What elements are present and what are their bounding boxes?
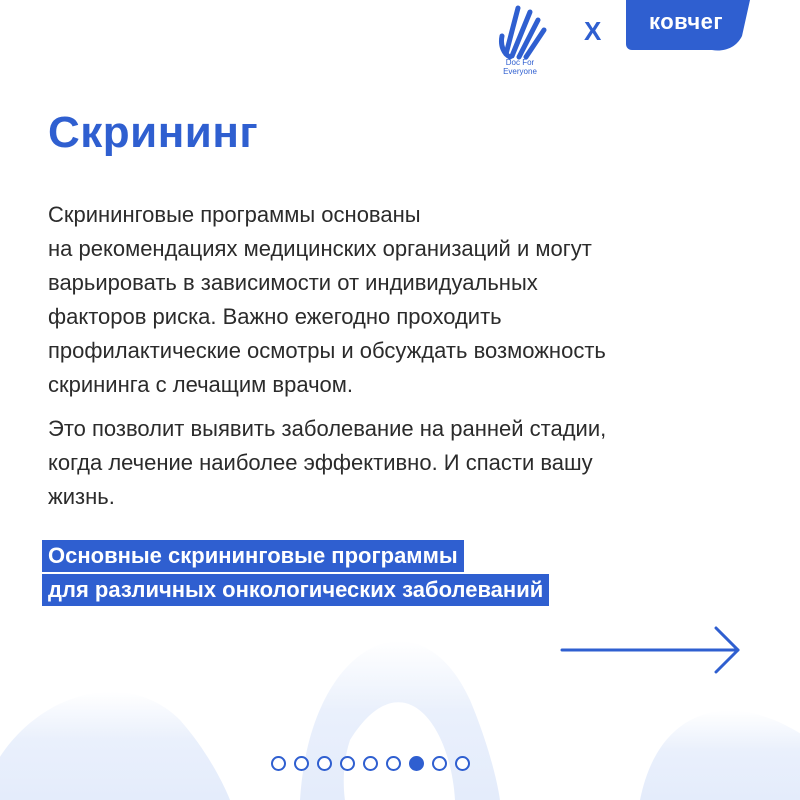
collaboration-x: X bbox=[584, 16, 602, 46]
paragraph-line: Это позволит выявить заболевание на ранней стадии, bbox=[48, 416, 607, 441]
header bbox=[0, 0, 800, 90]
hand-logo-icon bbox=[494, 2, 550, 60]
highlight-line-1: Основные скрининговые программы bbox=[42, 540, 464, 572]
partner-logo-caption-line1: Doc For bbox=[505, 58, 535, 67]
highlight-callout bbox=[42, 540, 549, 608]
pagination-dot[interactable] bbox=[455, 756, 470, 771]
paragraph-line: факторов риска. Важно ежегодно проходить bbox=[48, 304, 502, 329]
paragraph-line: когда лечение наиболее эффективно. И спасти вашу bbox=[48, 450, 593, 475]
partner-logo-caption-line2: Everyone bbox=[503, 67, 537, 76]
paragraph-line: Скрининговые программы основаны bbox=[48, 202, 421, 227]
pagination-dots bbox=[271, 756, 470, 771]
brand-logo bbox=[624, 0, 752, 54]
pagination-dot[interactable] bbox=[432, 756, 447, 771]
paragraph-conclusion bbox=[48, 412, 758, 514]
paragraph-line: скрининга с лечащим врачом. bbox=[48, 372, 354, 397]
pagination-dot[interactable] bbox=[294, 756, 309, 771]
pagination-dot-active[interactable] bbox=[409, 756, 424, 771]
pagination-dot[interactable] bbox=[363, 756, 378, 771]
paragraph-line: варьировать в зависимости от индивидуальных bbox=[48, 270, 538, 295]
paragraph-line: профилактические осмотры и обсуждать возможность bbox=[48, 338, 606, 363]
highlight-line-2: для различных онкологических заболеваний bbox=[42, 574, 549, 606]
pagination-dot[interactable] bbox=[317, 756, 332, 771]
pagination-dot[interactable] bbox=[386, 756, 401, 771]
arrow-right-icon bbox=[560, 624, 744, 676]
partner-logo bbox=[490, 2, 554, 82]
brand-logo-text: ковчег bbox=[648, 9, 724, 34]
pagination-dot[interactable] bbox=[271, 756, 286, 771]
paragraph-line: жизнь. bbox=[48, 484, 115, 509]
pagination-dot[interactable] bbox=[340, 756, 355, 771]
paragraph-line: на рекомендациях медицинских организаций и могут bbox=[48, 236, 592, 261]
paragraph-intro bbox=[48, 198, 758, 402]
partner-logo-caption bbox=[490, 58, 550, 76]
next-slide-button[interactable] bbox=[560, 624, 744, 676]
page-title: Скрининг bbox=[48, 108, 259, 157]
